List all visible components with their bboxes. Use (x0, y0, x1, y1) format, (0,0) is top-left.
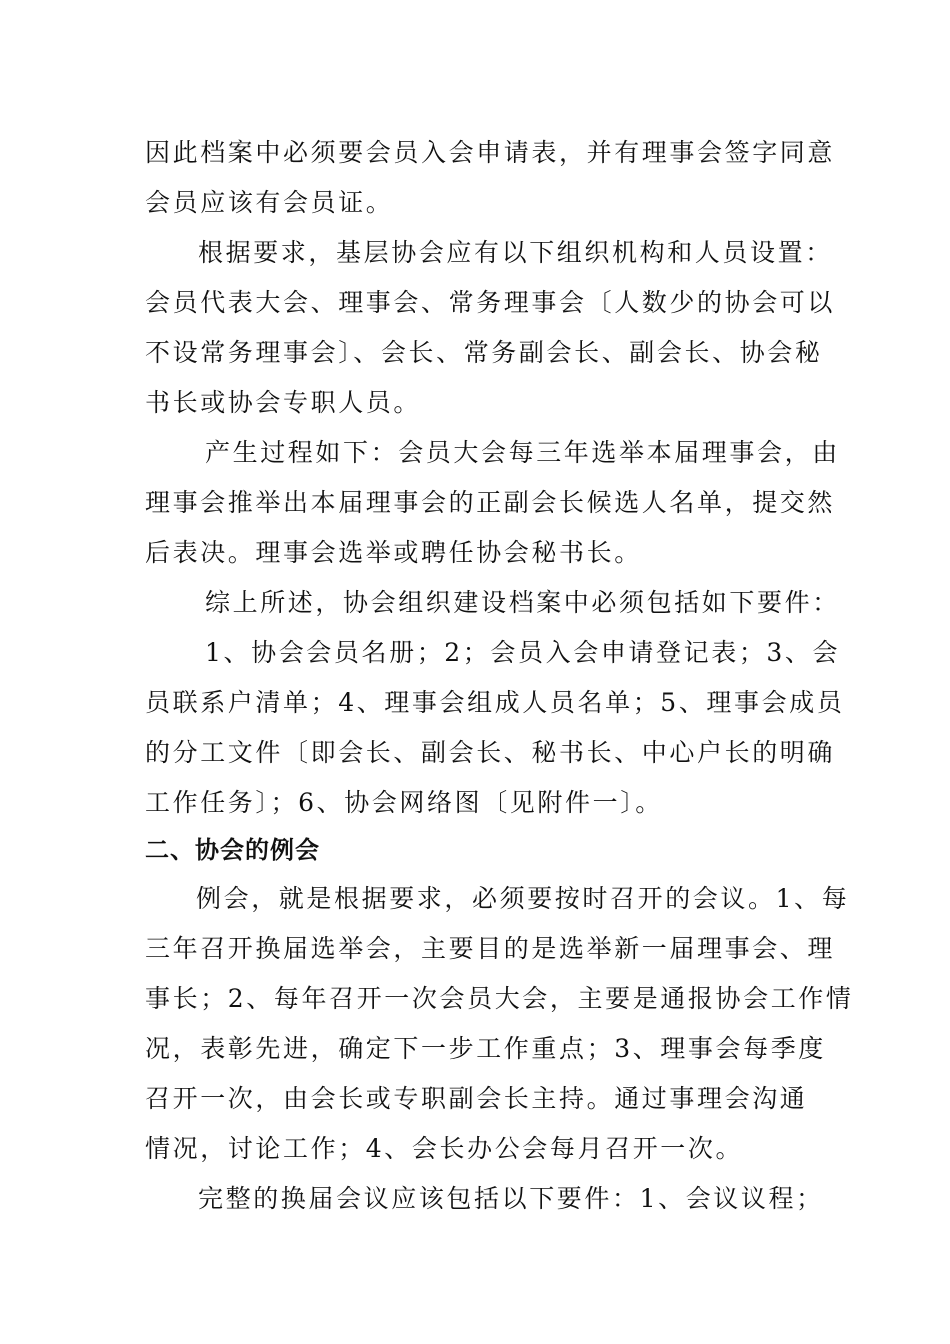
paragraph-line: 召开一次，由会长或专职副会长主持。通过事理会沟通 (145, 1084, 808, 1113)
paragraph-line: 的分工文件〔即会长、副会长、秘书长、中心户长的明确 (145, 738, 836, 767)
section-heading: 二、协会的例会 (145, 836, 320, 864)
paragraph-line: 工作任务〕；6、协会网络图〔见附件一〕。 (145, 788, 663, 817)
paragraph-line: 后表决。理事会选举或聘任协会秘书长。 (145, 538, 642, 567)
paragraph-line: 例会，就是根据要求，必须要按时召开的会议。1、每 (196, 884, 850, 913)
paragraph-line: 综上所述，协会组织建设档案中必须包括如下要件： (205, 588, 840, 617)
paragraph-line: 完整的换届会议应该包括以下要件：1、会议议程； (198, 1184, 824, 1213)
paragraph-line: 会员应该有会员证。 (145, 188, 394, 217)
paragraph-line: 书长或协会专职人员。 (145, 388, 422, 417)
paragraph-line: 产生过程如下：会员大会每三年选举本届理事会，由 (205, 438, 840, 467)
paragraph-line: 因此档案中必须要会员入会申请表，并有理事会签字同意 (145, 138, 836, 167)
paragraph-line: 根据要求，基层协会应有以下组织机构和人员设置： (198, 238, 833, 267)
paragraph-line: 情况，讨论工作；4、会长办公会每月召开一次。 (145, 1134, 744, 1163)
paragraph-line: 三年召开换届选举会，主要目的是选举新一届理事会、理 (145, 934, 836, 963)
paragraph-line: 理事会推举出本届理事会的正副会长候选人名单，提交然 (145, 488, 836, 517)
paragraph-line: 事长；2、每年召开一次会员大会，主要是通报协会工作情 (145, 984, 854, 1013)
paragraph-line: 1、协会会员名册；2；会员入会申请登记表；3、会 (205, 638, 841, 667)
paragraph-line: 会员代表大会、理事会、常务理事会〔人数少的协会可以 (145, 288, 836, 317)
paragraph-line: 况，表彰先进，确定下一步工作重点；3、理事会每季度 (145, 1034, 826, 1063)
paragraph-line: 员联系户清单；4、理事会组成人员名单；5、理事会成员 (145, 688, 845, 717)
paragraph-line: 不设常务理事会〕、会长、常务副会长、副会长、协会秘 (145, 338, 823, 367)
